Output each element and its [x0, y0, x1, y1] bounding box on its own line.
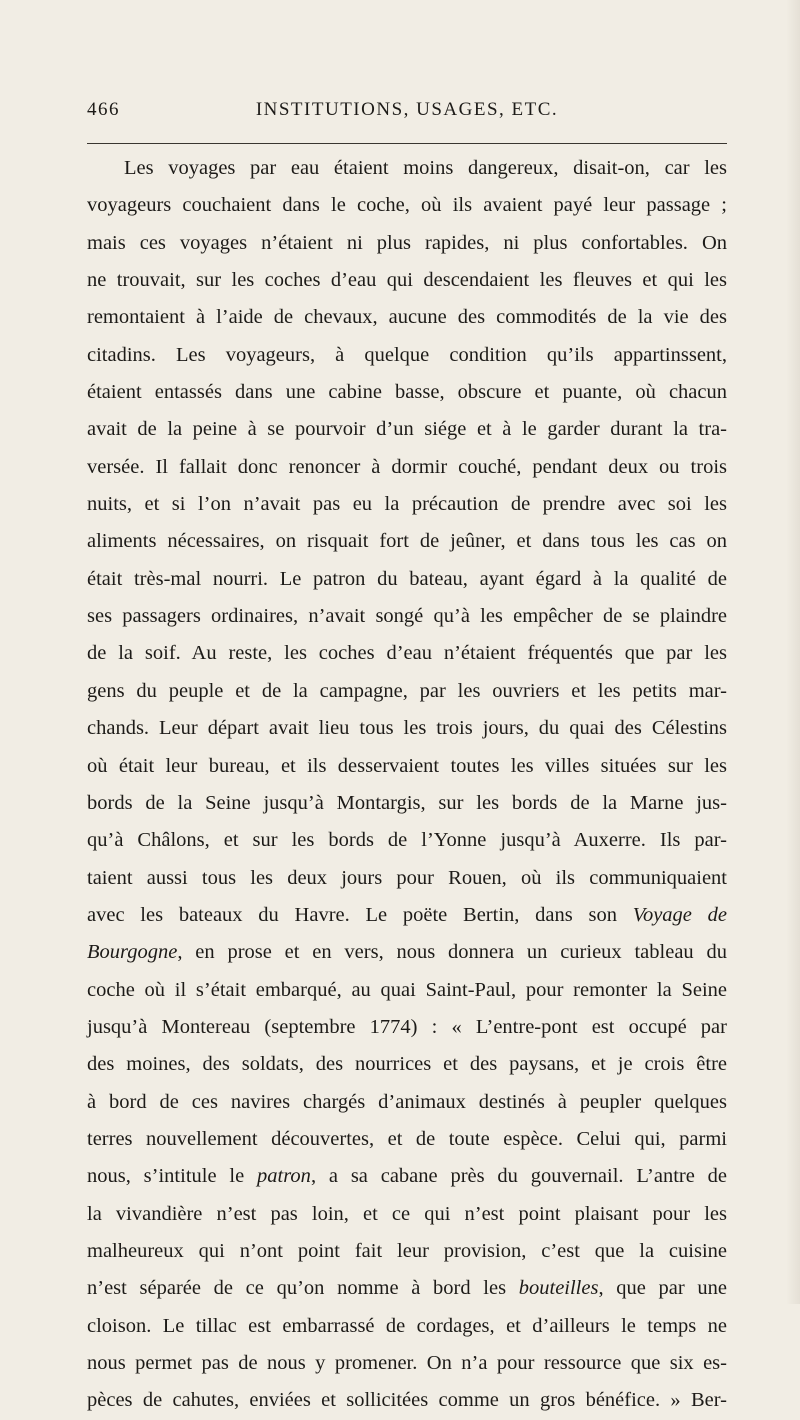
- text-line: des moines, des soldats, des nourrices et des paysans, et je crois être: [87, 1053, 727, 1076]
- text-line: avait de la peine à se pourvoir d’un siége et à le garder durant la tra-: [87, 418, 727, 441]
- text-line: de la soif. Au reste, les coches d’eau n’étaient fréquentés que par les: [87, 642, 727, 665]
- text-line: malheureux qui n’ont point fait leur provision, c’est que la cuisine: [87, 1239, 727, 1262]
- text-line: étaient entassés dans une cabine basse, obscure et puante, où chacun: [87, 381, 727, 404]
- text-line: n’est séparée de ce qu’on nomme à bord les bouteilles, que par une: [87, 1277, 728, 1300]
- text-line: à bord de ces navires chargés d’animaux destinés à peupler quelques: [87, 1090, 727, 1113]
- body-text: [87, 150, 727, 1420]
- text-line: Bourgogne, en prose et en vers, nous donnera un curieux tableau du: [87, 941, 727, 964]
- italic-title: Bourgogne: [87, 941, 178, 964]
- text-line: nous, s’intitule le patron, a sa cabane près du gouvernail. L’antre de: [87, 1165, 727, 1188]
- italic-title: Voyage de: [632, 903, 727, 926]
- text-line: pèces de cahutes, enviées et sollicitées comme un gros bénéfice. » Ber-: [87, 1389, 727, 1412]
- text-line: nous permet pas de nous y promener. On n’a pour ressource que six es-: [87, 1352, 727, 1374]
- text-line: nuits, et si l’on n’avait pas eu la précaution de prendre avec soi les: [87, 493, 727, 516]
- text-line: chands. Leur départ avait lieu tous les trois jours, du quai des Célestins: [87, 717, 727, 740]
- text-line: versée. Il fallait donc renoncer à dormir couché, pendant deux ou trois: [87, 455, 727, 478]
- text-line: coche où il s’était embarqué, au quai Saint-Paul, pour remonter la Seine: [87, 978, 727, 1001]
- text-line: gens du peuple et de la campagne, par les ouvriers et les petits mar-: [87, 679, 727, 702]
- header-rule: [87, 143, 727, 144]
- text-line: aliments nécessaires, on risquait fort de jeûner, et dans tous les cas on: [87, 530, 727, 553]
- italic-word: patron: [257, 1165, 311, 1188]
- text-line: avec les bateaux du Havre. Le poëte Bertin, dans son Voyage de: [87, 903, 727, 926]
- page-edge-shadow: [786, 0, 800, 1304]
- italic-word: bouteilles: [518, 1277, 599, 1300]
- text-line: qu’à Châlons, et sur les bords de l’Yonne jusqu’à Auxerre. Ils par-: [87, 829, 727, 852]
- text-line: ses passagers ordinaires, n’avait songé qu’à les empêcher de se plaindre: [87, 605, 727, 628]
- text-line: taient aussi tous les deux jours pour Rouen, où ils communiquaient: [87, 866, 727, 889]
- text-line: était très-mal nourri. Le patron du bateau, ayant égard à la qualité de: [87, 567, 727, 590]
- text-line: remontaient à l’aide de chevaux, aucune des commodités de la vie des: [87, 306, 727, 329]
- running-head: INSTITUTIONS, USAGES, ETC.: [255, 99, 559, 120]
- text-line: la vivandière n’est pas loin, et ce qui n’est point plaisant pour les: [87, 1202, 727, 1225]
- text-line: citadins. Les voyageurs, à quelque condition qu’ils appartinssent,: [87, 343, 727, 366]
- page-number: 466: [87, 99, 120, 120]
- text-line: Les voyages par eau étaient moins dangereux, disait-on, car les: [124, 157, 727, 179]
- text-line: terres nouvellement découvertes, et de toute espèce. Celui qui, parmi: [87, 1127, 727, 1150]
- text-line: voyageurs couchaient dans le coche, où ils avaient payé leur passage ;: [87, 194, 727, 217]
- text-line: ne trouvait, sur les coches d’eau qui descendaient les fleuves et qui les: [87, 269, 727, 292]
- text-line: jusqu’à Montereau (septembre 1774) : « L’entre-pont est occupé par: [87, 1015, 727, 1038]
- text-line: bords de la Seine jusqu’à Montargis, sur les bords de la Marne jus-: [87, 791, 727, 814]
- text-line: cloison. Le tillac est embarrassé de cordages, et d’ailleurs le temps ne: [87, 1314, 727, 1337]
- text-line: où était leur bureau, et ils desservaient toutes les villes situées sur les: [87, 754, 727, 777]
- text-line: mais ces voyages n’étaient ni plus rapides, ni plus confortables. On: [87, 231, 727, 254]
